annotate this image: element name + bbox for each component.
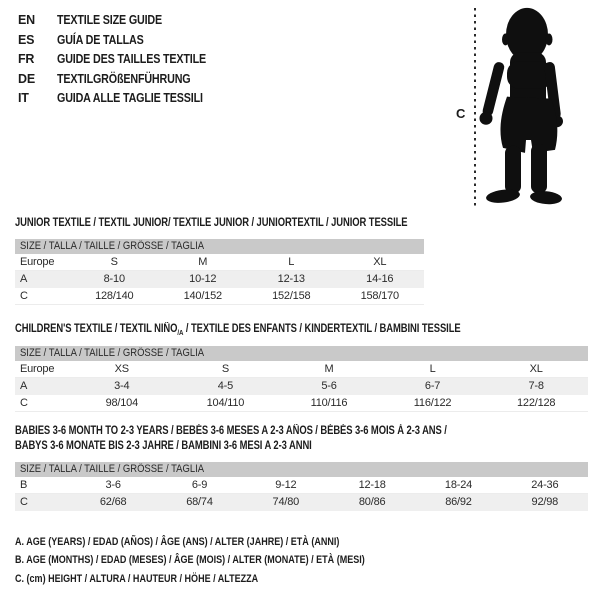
table-row <box>15 477 588 494</box>
table-row <box>15 288 424 305</box>
language-label-text: GUIDE DES TAILLES TEXTILE <box>57 52 207 67</box>
table-title-text: JUNIOR TEXTILE / TEXTIL JUNIOR/ TEXTILE JUNIOR / JUNIORTEXTIL / JUNIOR TESSILE <box>15 217 408 229</box>
language-label <box>57 89 227 109</box>
language-label-text: GUÍA DE TALLAS <box>57 32 144 47</box>
value-cell: L <box>429 363 436 375</box>
language-label <box>57 50 230 70</box>
table-title-text: /A <box>177 327 184 337</box>
value-cell: 12-13 <box>277 273 305 285</box>
value-cell: 6-7 <box>424 380 441 392</box>
size-header-label: SIZE / TALLA / TAILLE / GRÖSSE / TAGLIA <box>20 240 205 252</box>
language-code: ES <box>18 32 35 47</box>
value-cell: 9-12 <box>275 479 297 491</box>
size-header-label: SIZE / TALLA / TAILLE / GRÖSSE / TAGLIA <box>20 463 205 475</box>
footnote <box>15 570 442 588</box>
height-marker-label: C <box>456 106 466 121</box>
value-cell: 98/104 <box>105 397 139 409</box>
babies-size-table <box>15 462 588 511</box>
table-title-text: CHILDREN'S TEXTILE / TEXTIL NIÑO <box>15 323 178 335</box>
value-cell: 104/110 <box>206 397 245 409</box>
table-row <box>15 361 588 378</box>
value-cell: 24-36 <box>531 479 559 491</box>
language-code: DE <box>18 71 35 86</box>
value-cell: 5-6 <box>321 380 337 392</box>
childrens-size-table <box>15 346 588 412</box>
value-cell: 122/128 <box>516 397 556 409</box>
baby-silhouette-icon <box>470 3 590 210</box>
value-cell: S <box>110 256 118 268</box>
row-label-cell: C <box>20 397 28 409</box>
language-label <box>57 70 212 90</box>
language-header <box>18 11 230 109</box>
language-row <box>18 89 230 109</box>
value-cell: 86/92 <box>445 496 472 508</box>
value-cell: 152/158 <box>272 290 311 302</box>
row-label-cell: A <box>20 273 28 285</box>
row-label-cell: C <box>20 290 28 302</box>
value-cell: XS <box>114 363 129 375</box>
size-header-label: SIZE / TALLA / TAILLE / GRÖSSE / TAGLIA <box>20 347 205 359</box>
value-cell: 3-4 <box>114 380 130 392</box>
language-row <box>18 31 230 51</box>
size-header-bar <box>15 239 424 254</box>
row-label-cell: Europe <box>20 363 55 375</box>
value-cell: 14-16 <box>366 273 394 285</box>
value-cell: 3-6 <box>105 479 121 491</box>
footnote <box>15 533 442 551</box>
footnote <box>15 551 442 569</box>
value-cell: S <box>221 363 229 375</box>
value-cell: 18-24 <box>444 479 473 491</box>
table-row <box>15 395 588 412</box>
value-cell: XL <box>529 363 543 375</box>
value-cell: 110/116 <box>310 397 348 409</box>
value-cell: 116/122 <box>413 397 452 409</box>
row-label-cell: A <box>20 380 28 392</box>
table-row <box>15 494 588 511</box>
size-header-bar <box>15 462 588 477</box>
table-title-text: BABYS 3-6 MONATE BIS 2-3 JAHRE / BAMBINI 3-6 MESI A 2-3 ANNI <box>15 440 312 452</box>
value-cell: 4-5 <box>217 380 234 392</box>
row-label-cell: Europe <box>20 256 55 268</box>
value-cell: M <box>324 363 334 375</box>
language-row <box>18 70 230 90</box>
value-cell: 68/74 <box>186 496 213 508</box>
value-cell: 158/170 <box>360 290 399 302</box>
language-code: FR <box>18 52 35 67</box>
table-row <box>15 271 424 288</box>
value-cell: 62/68 <box>99 496 127 508</box>
value-cell: L <box>288 256 295 268</box>
table-title-text: BABIES 3-6 MONTH TO 2-3 YEARS / BEBÉS 3-6 MESES A 2-3 AÑOS / BÉBÉS 3-6 MOIS À 2-3 ANS / <box>15 425 447 437</box>
value-cell: 80/86 <box>358 496 386 508</box>
footnote-text: B. AGE (MONTHS) / EDAD (MESES) / ÂGE (MOIS) / ALTER (MONATE) / ETÀ (MESI) <box>15 554 365 567</box>
footnote-text: C. (cm) HEIGHT / ALTURA / HAUTEUR / HÖHE / ALTEZZA <box>15 572 259 585</box>
language-label <box>57 31 158 51</box>
value-cell: 12-18 <box>358 479 386 491</box>
footnote-text: A. AGE (YEARS) / EDAD (AÑOS) / ÂGE (ANS) / ALTER (JAHRE) / ETÀ (ANNI) <box>15 536 340 548</box>
table-row <box>15 378 588 395</box>
language-code: EN <box>18 13 35 27</box>
value-cell: 6-9 <box>191 479 208 491</box>
value-cell: 128/140 <box>95 290 134 302</box>
language-label-text: GUIDA ALLE TAGLIE TESSILI <box>57 91 203 106</box>
value-cell: 140/152 <box>183 290 222 302</box>
language-row <box>18 50 230 70</box>
value-cell: 7-8 <box>528 380 544 392</box>
babies-table-title <box>15 424 542 454</box>
row-label-cell: B <box>20 479 28 491</box>
value-cell: 74/80 <box>272 496 300 508</box>
size-header-bar <box>15 346 588 361</box>
table-title-text: / TEXTILE DES ENFANTS / KINDERTEXTIL / BAMBINI TESSILE <box>183 323 461 335</box>
value-cell: M <box>198 256 208 268</box>
table-row <box>15 254 424 271</box>
row-label-cell: C <box>20 496 28 508</box>
value-cell: XL <box>373 256 387 268</box>
language-label <box>57 11 179 31</box>
value-cell: 10-12 <box>189 273 217 285</box>
value-cell: 8-10 <box>103 273 125 285</box>
junior-size-table <box>15 239 424 305</box>
language-label-text: TEXTILE SIZE GUIDE <box>57 13 163 27</box>
junior-table-title <box>15 216 494 231</box>
language-code: IT <box>18 91 29 106</box>
footnotes-block <box>15 533 442 588</box>
language-row <box>18 11 230 31</box>
language-label-text: TEXTILGRÖßENFÜHRUNG <box>57 71 191 86</box>
value-cell: 92/98 <box>531 496 559 508</box>
childrens-table-title <box>15 322 558 337</box>
